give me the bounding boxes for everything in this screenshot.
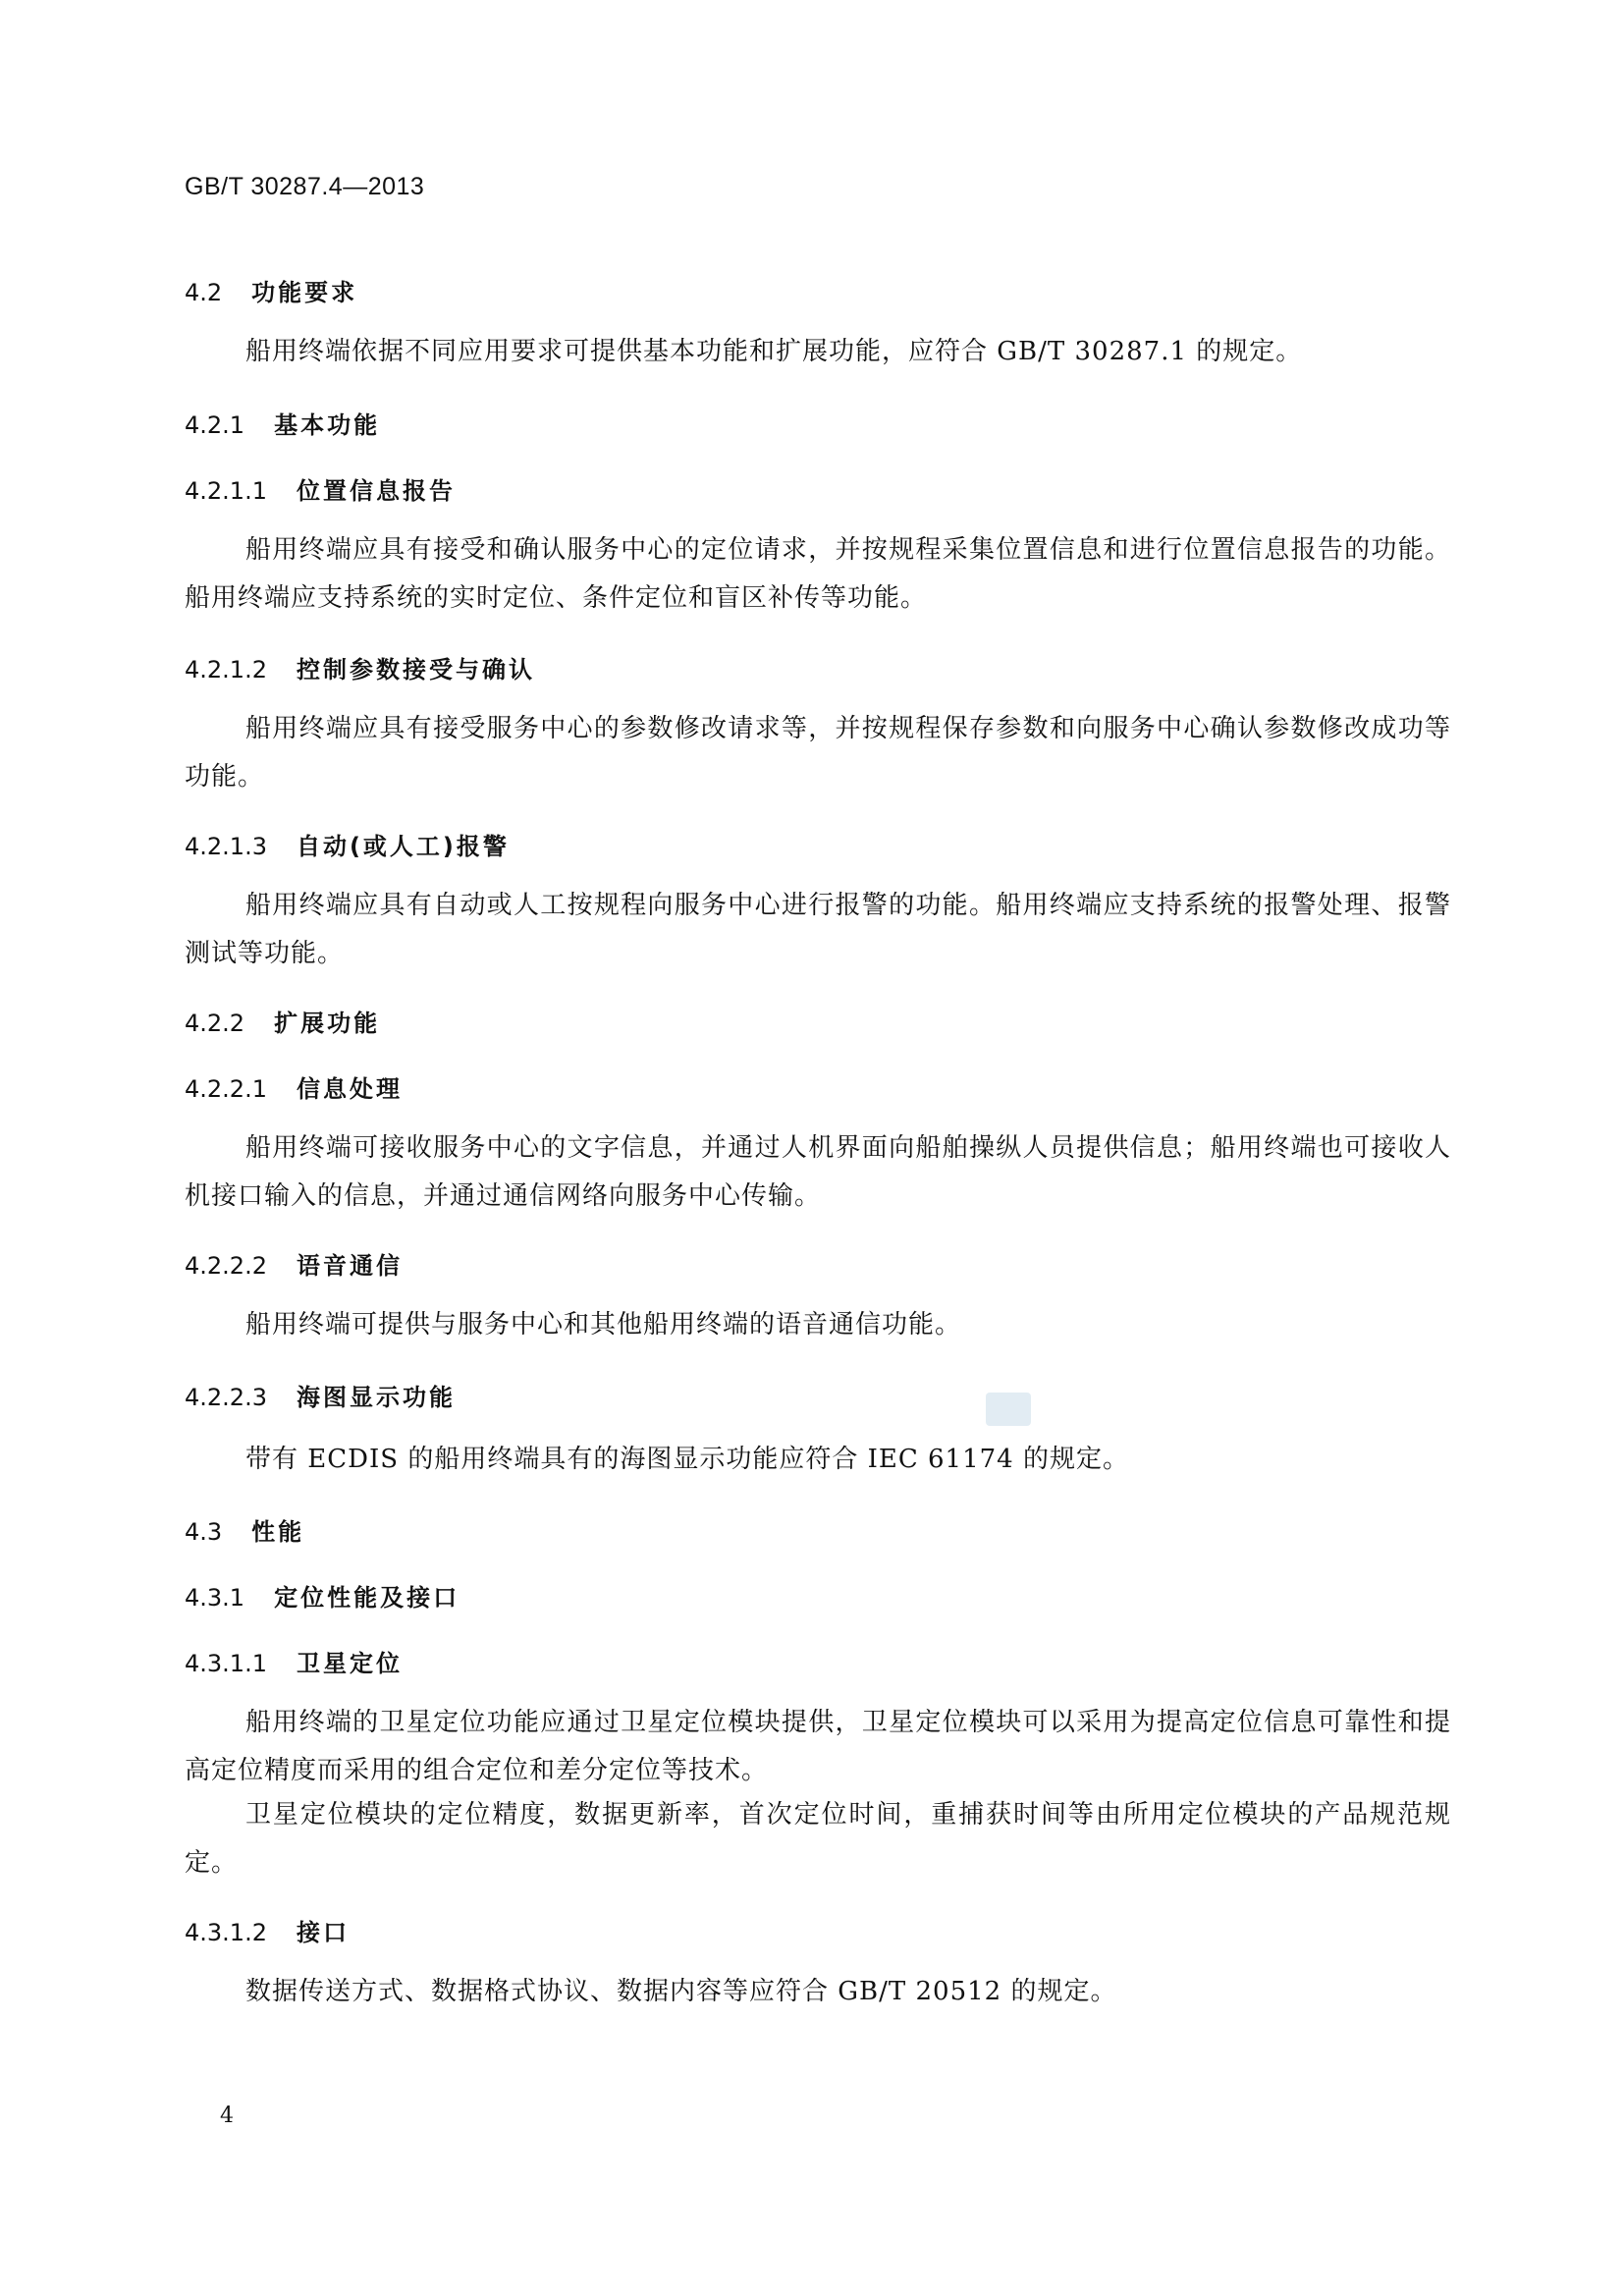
heading-title: 海图显示功能 (296, 1384, 456, 1411)
heading-4-3-1-2 (185, 1913, 350, 1947)
heading-title: 扩展功能 (274, 1010, 381, 1037)
watermark-logo (986, 1393, 1031, 1426)
standard-code: GB/T 30287.4—2013 (185, 173, 425, 200)
paragraph-4-3-1-2: 数据传送方式、数据格式协议、数据内容等应符合 GB/T 20512 的规定。 (245, 1977, 1117, 2006)
heading-number: 4.3.1.2 (185, 1919, 267, 1946)
heading-4-2-1 (185, 406, 380, 440)
heading-number: 4.2.2.2 (185, 1252, 267, 1280)
heading-title: 性能 (251, 1518, 305, 1546)
page-number: 4 (220, 2104, 234, 2128)
paragraph-4-2: 船用终端依据不同应用要求可提供基本功能和扩展功能，应符合 GB/T 30287.1 的规定。 (245, 337, 1303, 366)
heading-title: 信息处理 (296, 1075, 403, 1103)
heading-4-2-2 (185, 1004, 380, 1038)
heading-title: 功能要求 (251, 279, 358, 306)
heading-4-3 (185, 1512, 304, 1547)
heading-number: 4.2.1.3 (185, 833, 267, 860)
paragraph-4-2-1-2: 船用终端应具有接受服务中心的参数修改请求等，并按规程保存参数和向服务中心确认参数修改成功等功能。 (185, 714, 1451, 792)
heading-title: 位置信息报告 (296, 477, 456, 505)
heading-title: 接口 (296, 1919, 350, 1946)
heading-number: 4.2.2 (185, 1010, 245, 1037)
heading-number: 4.3.1 (185, 1584, 245, 1612)
heading-4-2-2-3 (185, 1378, 456, 1412)
paragraph-4-2-1-1: 船用终端应具有接受和确认服务中心的定位请求，并按规程采集位置信息和进行位置信息报告的功能。船用终端应支持系统的实时定位、条件定位和盲区补传等功能。 (185, 535, 1451, 613)
heading-4-2-2-1 (185, 1069, 403, 1104)
heading-number: 4.2.1.1 (185, 477, 267, 505)
heading-4-2-1-3 (185, 827, 510, 861)
heading-title: 语音通信 (296, 1252, 403, 1280)
paragraph-4-2-2-2: 船用终端可提供与服务中心和其他船用终端的语音通信功能。 (245, 1310, 962, 1339)
heading-4-2-1-1 (185, 471, 456, 506)
heading-number: 4.2.1.2 (185, 656, 267, 683)
heading-title: 定位性能及接口 (274, 1584, 460, 1612)
paragraph-4-3-1-1-a: 船用终端的卫星定位功能应通过卫星定位模块提供，卫星定位模块可以采用为提高定位信息可靠性和提高定位精度而采用的组合定位和差分定位等技术。 (185, 1708, 1451, 1785)
heading-number: 4.2.1 (185, 411, 245, 439)
heading-4-3-1-1 (185, 1644, 403, 1678)
paragraph-4-3-1-1-b: 卫星定位模块的定位精度，数据更新率，首次定位时间，重捕获时间等由所用定位模块的产品规范规定。 (185, 1800, 1451, 1878)
heading-number: 4.2 (185, 279, 223, 306)
paragraph-4-2-2-3: 带有 ECDIS 的船用终端具有的海图显示功能应符合 IEC 61174 的规定。 (245, 1445, 1129, 1474)
heading-4-3-1 (185, 1578, 460, 1613)
heading-4-2 (185, 273, 357, 307)
heading-4-2-1-2 (185, 650, 535, 684)
heading-number: 4.3.1.1 (185, 1650, 267, 1677)
heading-title: 基本功能 (274, 411, 381, 439)
heading-title: 控制参数接受与确认 (296, 656, 535, 683)
heading-number: 4.3 (185, 1518, 223, 1546)
paragraph-4-2-2-1: 船用终端可接收服务中心的文字信息，并通过人机界面向船舶操纵人员提供信息；船用终端也可接收人机接口输入的信息，并通过通信网络向服务中心传输。 (185, 1133, 1451, 1211)
heading-4-2-2-2 (185, 1246, 403, 1281)
paragraph-4-2-1-3: 船用终端应具有自动或人工按规程向服务中心进行报警的功能。船用终端应支持系统的报警处理、报警测试等功能。 (185, 891, 1451, 968)
heading-number: 4.2.2.3 (185, 1384, 267, 1411)
heading-title: 卫星定位 (296, 1650, 403, 1677)
heading-number: 4.2.2.1 (185, 1075, 267, 1103)
heading-title: 自动(或人工)报警 (296, 833, 510, 860)
